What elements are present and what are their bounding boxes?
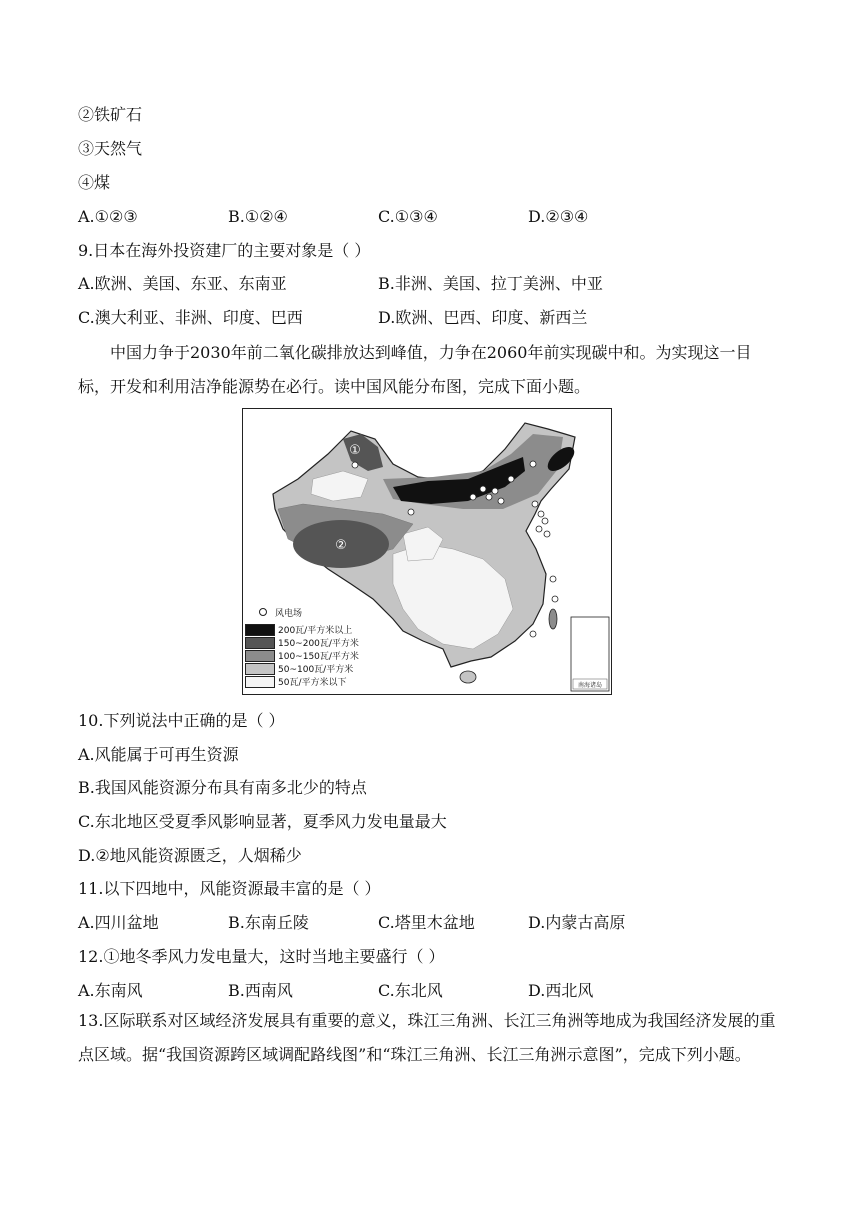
q9-stem: 9.日本在海外投资建厂的主要对象是（ ） <box>78 241 371 260</box>
island-hainan <box>460 671 476 683</box>
legend-label: 150~200瓦/平方米 <box>278 639 359 649</box>
legend-station <box>245 605 365 619</box>
q9-choice-c: C.澳大利亚、非洲、印度、巴西 <box>78 308 303 327</box>
q12-choice-c: C.东北风 <box>378 981 443 1000</box>
legend-swatch <box>245 663 275 675</box>
legend-label: 100~150瓦/平方米 <box>278 652 359 662</box>
legend-item <box>245 662 365 675</box>
q12-choice-b: B.西南风 <box>228 981 293 1000</box>
q10-choice-c: C.东北地区受夏季风影响显著，夏季风力发电量最大 <box>78 812 447 831</box>
wind-energy-map <box>242 408 612 695</box>
line-opt3: ③天然气 <box>78 139 143 158</box>
line-opt2: ②铁矿石 <box>78 105 143 124</box>
marker-2: ② <box>335 538 347 553</box>
q11-choice-d: D.内蒙古高原 <box>528 913 626 932</box>
inset-label: 南海诸岛 <box>577 682 603 689</box>
q8-choice-b: B.①②④ <box>228 207 288 226</box>
legend-item <box>245 623 365 636</box>
q8-choice-a: A.①②③ <box>78 207 138 226</box>
q10-choice-b: B.我国风能资源分布具有南多北少的特点 <box>78 778 367 797</box>
line-opt4: ④煤 <box>78 173 111 192</box>
legend-item <box>245 649 365 662</box>
legend-swatch <box>245 637 275 649</box>
legend-label: 50瓦/平方米以下 <box>278 678 347 688</box>
marker-1: ① <box>349 443 361 458</box>
legend-swatch <box>245 676 275 688</box>
legend-item <box>245 675 365 688</box>
q8-choice-c: C.①③④ <box>378 207 438 226</box>
legend-swatch <box>245 650 275 662</box>
q11-stem: 11.以下四地中，风能资源最丰富的是（ ） <box>78 879 381 898</box>
q11-choice-a: A.四川盆地 <box>78 913 159 932</box>
map-legend <box>245 605 365 688</box>
q10-choice-a: A.风能属于可再生资源 <box>78 745 239 764</box>
q12-choice-d: D.西北风 <box>528 981 594 1000</box>
q8-choice-d: D.②③④ <box>528 207 589 226</box>
q10-stem: 10.下列说法中正确的是（ ） <box>78 711 285 730</box>
q12-choice-a: A.东南风 <box>78 981 143 1000</box>
station-icon <box>259 608 267 616</box>
q11-choice-b: B.东南丘陵 <box>228 913 309 932</box>
q9-choice-d: D.欧洲、巴西、印度、新西兰 <box>378 308 588 327</box>
legend-label: 50~100瓦/平方米 <box>278 665 354 675</box>
q11-choice-c: C.塔里木盆地 <box>378 913 475 932</box>
intro-paragraph: 中国力争于2030年前二氧化碳排放达到峰值，力争在2060年前实现碳中和。为实现这一目标，开发和利用洁净能源势在必行。读中国风能分布图，完成下面小题。 <box>78 343 752 396</box>
q9-choice-b: B.非洲、美国、拉丁美洲、中亚 <box>378 274 603 293</box>
q9-choice-a: A.欧洲、美国、东亚、东南亚 <box>78 274 287 293</box>
legend-items <box>245 623 365 688</box>
legend-item <box>245 636 365 649</box>
q12-stem: 12.①地冬季风力发电量大，这时当地主要盛行（ ） <box>78 947 445 966</box>
island-taiwan <box>549 609 557 629</box>
legend-label: 200瓦/平方米以上 <box>278 626 353 636</box>
legend-station-label: 风电场 <box>275 608 303 619</box>
q10-choice-d: D.②地风能资源匮乏，人烟稀少 <box>78 846 302 865</box>
legend-swatch <box>245 624 275 636</box>
q13-paragraph: 13.区际联系对区域经济发展具有重要的意义，珠江三角洲、长江三角洲等地成为我国经济发展的重点区域。据“我国资源跨区域调配路线图”和“珠江三角洲、长江三角洲示意图”，完成下列小题。 <box>78 1011 776 1064</box>
